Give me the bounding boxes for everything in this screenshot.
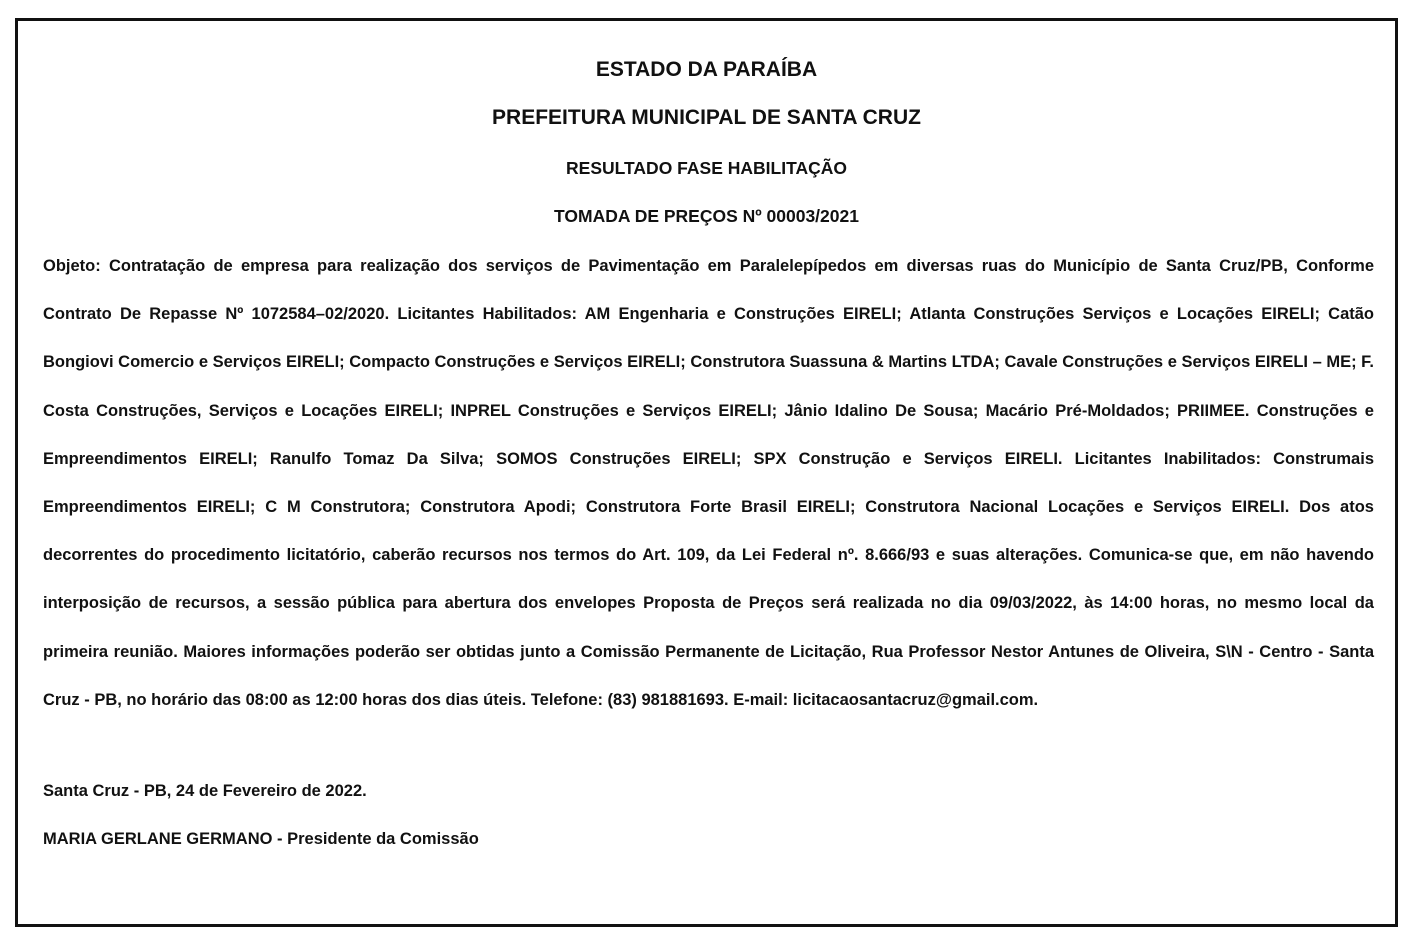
process-heading: TOMADA DE PREÇOS Nº 00003/2021 (554, 206, 859, 226)
notice-frame (15, 18, 1398, 927)
signature-line: MARIA GERLANE GERMANO - Presidente da Comissão (43, 830, 479, 848)
city-hall-heading: PREFEITURA MUNICIPAL DE SANTA CRUZ (492, 106, 921, 129)
place-date-line: Santa Cruz - PB, 24 de Fevereiro de 2022. (43, 782, 367, 800)
result-heading: RESULTADO FASE HABILITAÇÃO (566, 158, 847, 178)
notice-body-text: Objeto: Contratação de empresa para realização dos serviços de Pavimentação em Paralelepípedos em diversas ruas do Município de Santa Cruz/PB, Conforme Contrato De Repasse Nº 1072584–02/2020. Licitantes Habilitados: AM Engenharia e Construções EIRELI; Atlanta Construções Serviços e Locações EIRELI; Catão Bongiovi Comercio e Serviços EIRELI; Compacto Construções e Serviços EIRELI; Construtora Suassuna & Martins LTDA; Cavale Construções e Serviços EIRELI – ME; F. Costa Construções, Serviços e Locações EIRELI; INPREL Construções e Serviços EIRELI; Jânio Idalino De Sousa; Macário Pré-Moldados; PRIIMEE. Construções e Empreendimentos EIRELI; Ranulfo Tomaz Da Silva; SOMOS Construções EIRELI; SPX Construção e Serviços EIRELI. Licitantes Inabilitados: Construmais Empreendimentos EIRELI; C M Construtora; Construtora Apodi; Construtora Forte Brasil EIRELI; Construtora Nacional Locações e Serviços EIRELI. Dos atos decorrentes do procedimento licitatório, caberão recursos nos termos do Art. 109, da Lei Federal nº. 8.666/93 e suas alterações. Comunica-se que, em não havendo interposição de recursos, a sessão pública para abertura dos envelopes Proposta de Preços será realizada no dia 09/03/2022, às 14:00 horas, no mesmo local da primeira reunião. Maiores informações poderão ser obtidas junto a Comissão Permanente de Licitação, Rua Professor Nestor Antunes de Oliveira, S\N - Centro - Santa Cruz - PB, no horário das 08:00 as 12:00 horas dos dias úteis. Telefone: (83) 981881693. E-mail: licitacaosantacruz@gmail.com. (43, 257, 1375, 709)
state-heading: ESTADO DA PARAÍBA (595, 58, 818, 81)
